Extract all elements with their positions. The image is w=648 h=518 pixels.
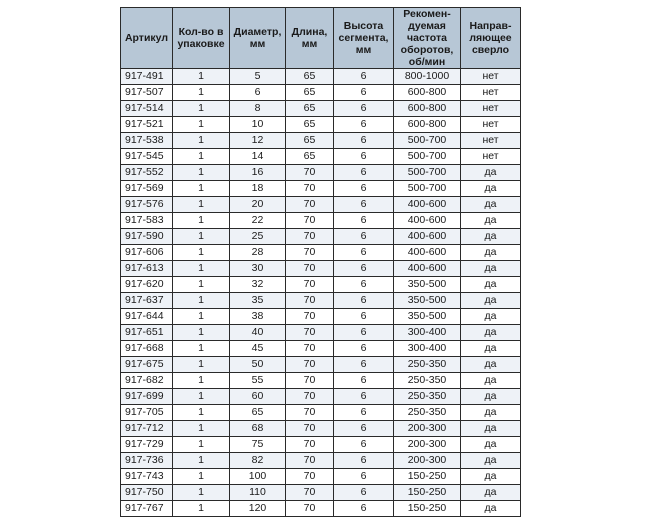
cell-recommended-rpm: 350-500 [394,309,461,325]
cell-pack-quantity: 1 [173,101,230,117]
cell-diameter: 60 [230,389,286,405]
table-row [121,341,521,357]
table-row [121,309,521,325]
cell-pilot-drill: да [461,309,521,325]
cell-recommended-rpm: 150-250 [394,501,461,517]
cell-article: 917-545 [121,149,173,165]
table-row [121,405,521,421]
cell-article: 917-491 [121,69,173,85]
cell-pilot-drill: да [461,453,521,469]
cell-diameter: 16 [230,165,286,181]
cell-length: 70 [286,261,334,277]
cell-segment-height: 6 [334,437,394,453]
cell-diameter: 28 [230,245,286,261]
cell-segment-height: 6 [334,421,394,437]
header-pack-quantity: Кол-во в упаковке [173,8,230,69]
cell-article: 917-750 [121,485,173,501]
cell-segment-height: 6 [334,165,394,181]
cell-length: 70 [286,373,334,389]
cell-length: 65 [286,133,334,149]
cell-length: 70 [286,245,334,261]
cell-length: 70 [286,325,334,341]
header-pilot-drill: Направ- ляющее сверло [461,8,521,69]
cell-pack-quantity: 1 [173,165,230,181]
cell-diameter: 38 [230,309,286,325]
table-row [121,197,521,213]
cell-segment-height: 6 [334,213,394,229]
table-row [121,325,521,341]
cell-diameter: 32 [230,277,286,293]
table-row [121,293,521,309]
cell-length: 70 [286,181,334,197]
cell-article: 917-729 [121,437,173,453]
cell-diameter: 100 [230,469,286,485]
cell-segment-height: 6 [334,501,394,517]
table-row [121,85,521,101]
cell-pilot-drill: да [461,373,521,389]
cell-article: 917-606 [121,245,173,261]
cell-pack-quantity: 1 [173,117,230,133]
cell-diameter: 45 [230,341,286,357]
cell-pilot-drill: да [461,245,521,261]
cell-article: 917-620 [121,277,173,293]
cell-article: 917-644 [121,309,173,325]
cell-recommended-rpm: 250-350 [394,357,461,373]
cell-length: 70 [286,485,334,501]
cell-segment-height: 6 [334,277,394,293]
cell-recommended-rpm: 250-350 [394,373,461,389]
cell-pilot-drill: да [461,357,521,373]
cell-diameter: 82 [230,453,286,469]
cell-segment-height: 6 [334,117,394,133]
cell-diameter: 22 [230,213,286,229]
cell-diameter: 12 [230,133,286,149]
cell-recommended-rpm: 300-400 [394,325,461,341]
cell-recommended-rpm: 150-250 [394,469,461,485]
cell-length: 70 [286,341,334,357]
cell-segment-height: 6 [334,85,394,101]
cell-article: 917-576 [121,197,173,213]
cell-article: 917-705 [121,405,173,421]
cell-recommended-rpm: 400-600 [394,261,461,277]
cell-recommended-rpm: 350-500 [394,277,461,293]
cell-article: 917-651 [121,325,173,341]
table-row [121,149,521,165]
table-row [121,229,521,245]
cell-pilot-drill: да [461,405,521,421]
cell-pilot-drill: да [461,437,521,453]
cell-pack-quantity: 1 [173,341,230,357]
table-row [121,133,521,149]
cell-diameter: 75 [230,437,286,453]
cell-recommended-rpm: 500-700 [394,165,461,181]
cell-pilot-drill: нет [461,117,521,133]
cell-recommended-rpm: 150-250 [394,485,461,501]
cell-recommended-rpm: 400-600 [394,213,461,229]
product-spec-table [120,7,521,517]
cell-pack-quantity: 1 [173,261,230,277]
cell-recommended-rpm: 250-350 [394,405,461,421]
cell-diameter: 55 [230,373,286,389]
cell-pack-quantity: 1 [173,485,230,501]
cell-pack-quantity: 1 [173,325,230,341]
cell-pilot-drill: да [461,213,521,229]
cell-recommended-rpm: 200-300 [394,453,461,469]
cell-pack-quantity: 1 [173,437,230,453]
cell-article: 917-637 [121,293,173,309]
cell-segment-height: 6 [334,133,394,149]
cell-pilot-drill: нет [461,149,521,165]
cell-recommended-rpm: 400-600 [394,245,461,261]
cell-pilot-drill: да [461,181,521,197]
cell-pack-quantity: 1 [173,389,230,405]
header-row [121,8,521,69]
cell-article: 917-521 [121,117,173,133]
cell-length: 65 [286,85,334,101]
cell-diameter: 35 [230,293,286,309]
cell-diameter: 18 [230,181,286,197]
cell-pilot-drill: да [461,261,521,277]
cell-length: 70 [286,165,334,181]
cell-length: 65 [286,117,334,133]
cell-diameter: 5 [230,69,286,85]
table-row [121,437,521,453]
cell-segment-height: 6 [334,357,394,373]
cell-pack-quantity: 1 [173,149,230,165]
cell-segment-height: 6 [334,469,394,485]
cell-diameter: 30 [230,261,286,277]
cell-pilot-drill: да [461,325,521,341]
cell-segment-height: 6 [334,101,394,117]
cell-pilot-drill: да [461,277,521,293]
table-row [121,261,521,277]
cell-pack-quantity: 1 [173,453,230,469]
cell-pack-quantity: 1 [173,357,230,373]
cell-segment-height: 6 [334,453,394,469]
table-row [121,165,521,181]
cell-pilot-drill: нет [461,133,521,149]
cell-recommended-rpm: 500-700 [394,133,461,149]
cell-segment-height: 6 [334,405,394,421]
cell-recommended-rpm: 400-600 [394,197,461,213]
cell-length: 70 [286,437,334,453]
cell-pilot-drill: да [461,421,521,437]
cell-recommended-rpm: 200-300 [394,437,461,453]
cell-pack-quantity: 1 [173,133,230,149]
cell-segment-height: 6 [334,149,394,165]
header-segment-height: Высота сегмента, мм [334,8,394,69]
cell-recommended-rpm: 400-600 [394,229,461,245]
cell-recommended-rpm: 300-400 [394,341,461,357]
cell-length: 70 [286,309,334,325]
cell-article: 917-538 [121,133,173,149]
cell-pilot-drill: да [461,389,521,405]
cell-segment-height: 6 [334,261,394,277]
cell-article: 917-583 [121,213,173,229]
table-row [121,389,521,405]
cell-pilot-drill: нет [461,101,521,117]
cell-recommended-rpm: 600-800 [394,85,461,101]
cell-length: 70 [286,213,334,229]
cell-length: 70 [286,453,334,469]
cell-pilot-drill: да [461,469,521,485]
cell-diameter: 110 [230,485,286,501]
table-row [121,469,521,485]
table-body [121,69,521,517]
cell-segment-height: 6 [334,229,394,245]
cell-diameter: 25 [230,229,286,245]
table-row [121,357,521,373]
cell-pilot-drill: да [461,341,521,357]
table-row [121,101,521,117]
cell-article: 917-569 [121,181,173,197]
cell-segment-height: 6 [334,341,394,357]
cell-length: 65 [286,69,334,85]
cell-pack-quantity: 1 [173,213,230,229]
cell-recommended-rpm: 200-300 [394,421,461,437]
cell-segment-height: 6 [334,245,394,261]
cell-length: 65 [286,101,334,117]
table-row [121,69,521,85]
cell-pack-quantity: 1 [173,293,230,309]
table-row [121,485,521,501]
cell-diameter: 65 [230,405,286,421]
table-row [121,373,521,389]
cell-segment-height: 6 [334,485,394,501]
table-row [121,453,521,469]
cell-length: 70 [286,469,334,485]
header-diameter: Диаметр, мм [230,8,286,69]
cell-pilot-drill: да [461,229,521,245]
cell-length: 70 [286,421,334,437]
cell-pilot-drill: нет [461,69,521,85]
cell-pack-quantity: 1 [173,277,230,293]
cell-recommended-rpm: 350-500 [394,293,461,309]
cell-length: 70 [286,277,334,293]
cell-length: 70 [286,501,334,517]
header-recommended-rpm: Рекомен- дуемая частота оборотов, об/мин [394,8,461,69]
cell-pack-quantity: 1 [173,181,230,197]
cell-pilot-drill: да [461,501,521,517]
cell-pack-quantity: 1 [173,229,230,245]
cell-pilot-drill: нет [461,85,521,101]
cell-length: 70 [286,405,334,421]
cell-article: 917-682 [121,373,173,389]
cell-length: 70 [286,357,334,373]
cell-recommended-rpm: 800-1000 [394,69,461,85]
cell-pack-quantity: 1 [173,245,230,261]
table-row [121,277,521,293]
cell-diameter: 68 [230,421,286,437]
cell-pack-quantity: 1 [173,421,230,437]
cell-article: 917-552 [121,165,173,181]
cell-diameter: 10 [230,117,286,133]
cell-pilot-drill: да [461,293,521,309]
cell-length: 65 [286,149,334,165]
cell-segment-height: 6 [334,309,394,325]
table-row [121,245,521,261]
cell-article: 917-712 [121,421,173,437]
cell-article: 917-514 [121,101,173,117]
cell-article: 917-675 [121,357,173,373]
table-row [121,117,521,133]
cell-pack-quantity: 1 [173,469,230,485]
cell-recommended-rpm: 500-700 [394,149,461,165]
cell-diameter: 6 [230,85,286,101]
cell-recommended-rpm: 500-700 [394,181,461,197]
cell-pack-quantity: 1 [173,197,230,213]
cell-segment-height: 6 [334,197,394,213]
cell-article: 917-668 [121,341,173,357]
cell-pilot-drill: да [461,165,521,181]
table-row [121,213,521,229]
cell-article: 917-613 [121,261,173,277]
cell-segment-height: 6 [334,325,394,341]
table-row [121,181,521,197]
cell-diameter: 50 [230,357,286,373]
cell-pilot-drill: да [461,485,521,501]
header-article: Артикул [121,8,173,69]
cell-recommended-rpm: 600-800 [394,117,461,133]
table-row [121,421,521,437]
cell-diameter: 14 [230,149,286,165]
cell-segment-height: 6 [334,181,394,197]
table-row [121,501,521,517]
cell-article: 917-590 [121,229,173,245]
cell-article: 917-767 [121,501,173,517]
cell-recommended-rpm: 250-350 [394,389,461,405]
cell-article: 917-699 [121,389,173,405]
cell-diameter: 40 [230,325,286,341]
cell-segment-height: 6 [334,293,394,309]
cell-diameter: 20 [230,197,286,213]
cell-pack-quantity: 1 [173,501,230,517]
header-length: Длина, мм [286,8,334,69]
cell-segment-height: 6 [334,69,394,85]
cell-pack-quantity: 1 [173,85,230,101]
cell-diameter: 120 [230,501,286,517]
cell-pack-quantity: 1 [173,373,230,389]
cell-length: 70 [286,229,334,245]
cell-length: 70 [286,293,334,309]
cell-length: 70 [286,389,334,405]
cell-segment-height: 6 [334,389,394,405]
cell-recommended-rpm: 600-800 [394,101,461,117]
cell-pilot-drill: да [461,197,521,213]
cell-pack-quantity: 1 [173,69,230,85]
cell-segment-height: 6 [334,373,394,389]
cell-length: 70 [286,197,334,213]
cell-article: 917-736 [121,453,173,469]
cell-article: 917-507 [121,85,173,101]
cell-pack-quantity: 1 [173,405,230,421]
cell-pack-quantity: 1 [173,309,230,325]
cell-article: 917-743 [121,469,173,485]
cell-diameter: 8 [230,101,286,117]
